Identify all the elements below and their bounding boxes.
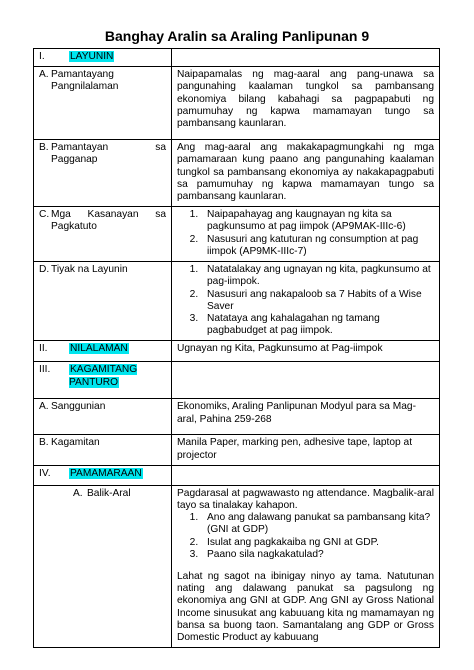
section-heading-pamamaraan: PAMAMARAAN bbox=[70, 467, 142, 479]
paragraph: Lahat ng sagot na ibinigay ninyo ay tama. Natutunan nating ang dalawang panukat sa pagsulong ng ekonomiya ang GNI at GDP. Ang GNI ay Gross National Income sinusukat ang kabuuang kita ng mamamayan ng bansa sa buong taon. Samantalang ang GDP or Gross Domestic Product ay kabuuang bbox=[177, 571, 434, 644]
table-row bbox=[34, 140, 440, 207]
table-row bbox=[34, 49, 440, 67]
row-label: Tiyak na Layunin bbox=[51, 264, 128, 276]
row-label: Sanggunian bbox=[51, 401, 106, 413]
row-letter: A. bbox=[39, 401, 49, 413]
section-heading-nilalaman: NILALAMAN bbox=[70, 343, 128, 355]
section-cell bbox=[34, 362, 172, 399]
row-letter: C. bbox=[39, 209, 50, 221]
label-cell bbox=[34, 207, 172, 262]
page-title: Banghay Aralin sa Araling Panlipunan 9 bbox=[104, 28, 370, 44]
list-item: 2. Nasusuri ang katuturan ng consumption at pag iimpok (AP9MK-IIIc-7) bbox=[201, 234, 434, 258]
label-cell bbox=[34, 399, 172, 435]
list-item: 1. Ano ang dalawang panukat sa pambansang kita? (GNI at GDP) bbox=[201, 512, 434, 536]
section-number: IV. bbox=[39, 467, 51, 479]
numbered-list bbox=[177, 512, 434, 561]
label-cell bbox=[34, 485, 172, 647]
row-label: Mga Kasanayan sa Pagkatuto bbox=[51, 209, 166, 233]
row-label: Balik-Aral bbox=[87, 487, 131, 499]
label-cell bbox=[34, 435, 172, 465]
label-cell bbox=[34, 262, 172, 341]
table-row bbox=[34, 399, 440, 435]
content-cell: Manila Paper, marking pen, adhesive tape, laptop at projector bbox=[172, 435, 440, 465]
content-cell: Naipapamalas ng mag-aaral ang pang-unawa sa pangunahing kaalaman tungkol sa pambansang ekonomiya bilang kabahagi sa pagpapabuti ng pamumuhay ng kapwa mamamayan tungo sa pambansang kaunlaran. bbox=[172, 67, 440, 140]
content-cell: Ang mag-aaral ang makakapagmungkahi ng mga pamamaraan kung paano ang pangunahing kaalaman tungkol sa pambansang ekonomiya ay nakakapagpabuti sa pamumuhay ng kapwa mamamayan tungo sa pambansang kaunlaran. bbox=[172, 140, 440, 207]
paragraph: Pagdarasal at pagwawasto ng attendance. Magbalik-aral tayo sa tinalakay kahapon. bbox=[177, 487, 434, 512]
numbered-list bbox=[177, 209, 434, 258]
empty-cell bbox=[172, 465, 440, 485]
label-cell bbox=[34, 140, 172, 207]
section-heading-kagamitang: KAGAMITANG PANTURO bbox=[69, 364, 138, 388]
content-cell bbox=[172, 262, 440, 341]
row-letter: A. bbox=[39, 69, 49, 81]
content-cell: Ugnayan ng Kita, Pagkunsumo at Pag-iimpok bbox=[172, 341, 440, 362]
section-number: I. bbox=[39, 51, 45, 62]
label-cell bbox=[34, 67, 172, 140]
table-row bbox=[34, 207, 440, 262]
list-item: 1. Naipapahayag ang kaugnayan ng kita sa pagkunsumo at pag iimpok (AP9MAK-IIIc-6) bbox=[201, 209, 434, 233]
content-cell bbox=[172, 485, 440, 647]
numbered-list bbox=[177, 264, 434, 337]
section-number: II. bbox=[39, 343, 48, 355]
table-row bbox=[34, 362, 440, 399]
list-item: 3. Natataya ang kahalagahan ng tamang pagbabudget at pag iimpok. bbox=[201, 313, 434, 337]
empty-cell bbox=[172, 362, 440, 399]
section-cell bbox=[34, 465, 172, 485]
row-letter: A. bbox=[73, 487, 83, 499]
row-letter: D. bbox=[39, 264, 50, 276]
table-row bbox=[34, 485, 440, 647]
list-item: 3. Paano sila nagkakatulad? bbox=[201, 549, 434, 561]
lesson-plan-table bbox=[33, 48, 440, 648]
empty-cell bbox=[172, 49, 440, 67]
row-label: Kagamitan bbox=[51, 437, 100, 449]
list-item: 2. Isulat ang pagkakaiba ng GNI at GDP. bbox=[201, 537, 434, 549]
section-cell bbox=[34, 341, 172, 362]
table-row bbox=[34, 67, 440, 140]
table-row bbox=[34, 435, 440, 465]
list-item: 1. Natatalakay ang ugnayan ng kita, pagkunsumo at pag-iimpok. bbox=[201, 264, 434, 288]
row-label: Pamantayang Pangnilalaman bbox=[51, 69, 119, 93]
list-item: 2. Nasusuri ang nakapaloob sa 7 Habits of a Wise Saver bbox=[201, 289, 434, 313]
section-cell bbox=[34, 49, 172, 67]
row-label: Pamantayan sa Pagganap bbox=[51, 142, 166, 166]
row-letter: B. bbox=[39, 142, 49, 154]
content-cell: Ekonomiks, Araling Panlipunan Modyul para sa Mag-aral, Pahina 259-268 bbox=[172, 399, 440, 435]
section-heading-layunin: LAYUNIN bbox=[70, 51, 114, 62]
table-row bbox=[34, 262, 440, 341]
table-row bbox=[34, 465, 440, 485]
table-row bbox=[34, 341, 440, 362]
section-number: III. bbox=[39, 364, 51, 376]
content-cell bbox=[172, 207, 440, 262]
row-letter: B. bbox=[39, 437, 49, 449]
